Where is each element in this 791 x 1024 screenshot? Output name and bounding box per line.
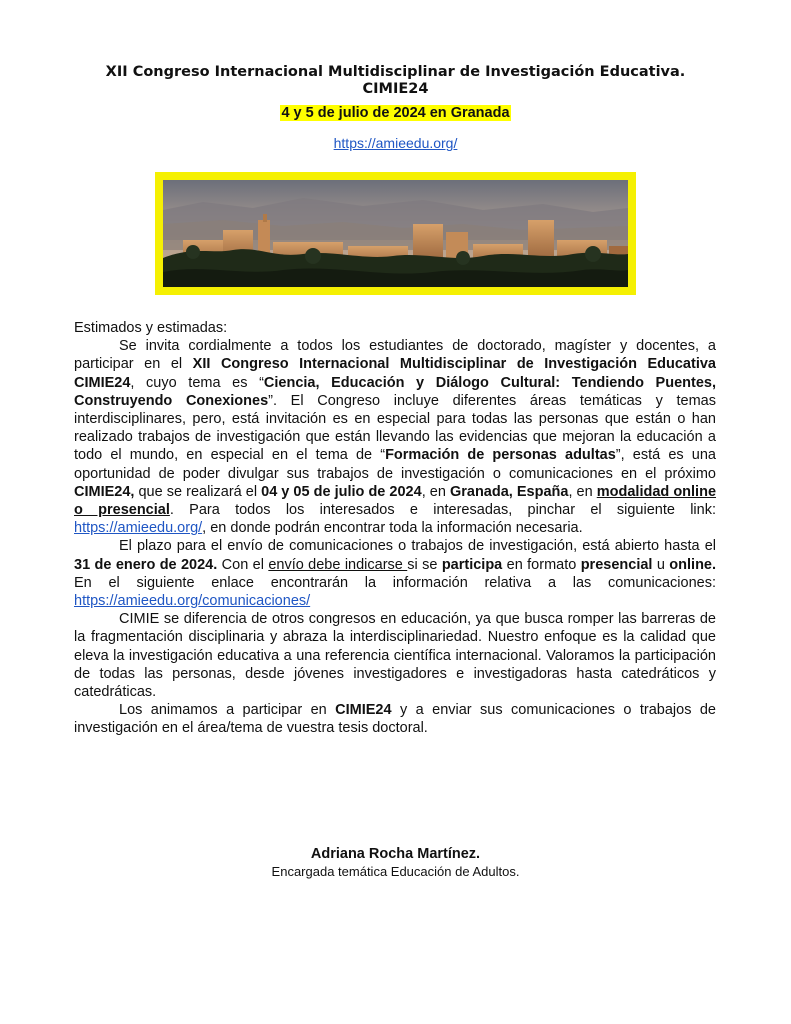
topic: Formación de personas adultas bbox=[385, 447, 616, 464]
website-link-inline[interactable]: https://amieedu.org/ bbox=[74, 520, 203, 537]
text-bold: presencial bbox=[580, 556, 653, 573]
underlined-text: envío debe indicarse bbox=[268, 556, 408, 573]
paragraph-about: CIMIE se diferencia de otros congresos en educación, ya que busca romper las barreras de la fragmentación disciplinaria y abraza la interdisciplinariedad. Nuestro enfoque es la calidad que eleva la investigación educativa a una referencia científica internacional. Valoramos la participación de todas las personas, desde jóvenes investigadores e investigadoras hasta catedráticos y catedráticas. bbox=[74, 611, 716, 701]
text: u bbox=[652, 556, 670, 573]
text: ”, está es una oportunidad de poder divulgar sus trabajos de investigación o comunicaciones en el próximo bbox=[74, 447, 716, 482]
congress-title: XII Congreso Internacional Multidisciplinar de Investigación Educativa. bbox=[105, 64, 686, 80]
greeting: Estimados y estimadas: bbox=[74, 320, 228, 336]
event-mode: modalidad online o presencial bbox=[74, 483, 717, 519]
website-link[interactable]: https://amieedu.org/ bbox=[333, 135, 458, 151]
text: El plazo para el envío de comunicaciones o trabajos de investigación, está abierto hasta el bbox=[119, 538, 716, 555]
text: Los animamos a participar en bbox=[119, 702, 336, 719]
alhambra-photo bbox=[155, 172, 636, 295]
signature-role: Encargada temática Educación de Adultos. bbox=[271, 864, 520, 879]
text-bold: participa bbox=[441, 556, 503, 573]
text: En el siguiente enlace encontrarán la información relativa a las comunicaciones: bbox=[74, 574, 716, 591]
acronym: CIMIE24, bbox=[74, 483, 135, 500]
text: ”. El Congreso incluye diferentes áreas temáticas y temas interdisciplinares, pero, está invitación es en especial para todas las personas que están o han realizado trabajos de investigación que están llevando las evidencias que mejoran la educación a todo el mundo, en especial en el tema de “ bbox=[74, 392, 716, 464]
paragraph-deadline bbox=[74, 537, 716, 610]
text: , en bbox=[421, 483, 450, 500]
event-dates: 04 y 05 de julio de 2024 bbox=[261, 483, 422, 500]
text: que se realizará el bbox=[134, 483, 262, 500]
paragraph-invitation bbox=[74, 337, 716, 537]
paragraph-closing bbox=[74, 701, 716, 737]
communications-link[interactable]: https://amieedu.org/comunicaciones/ bbox=[74, 593, 311, 610]
alhambra-landscape-image bbox=[163, 180, 628, 287]
acronym: CIMIE24 bbox=[335, 702, 392, 719]
congress-theme: Ciencia, Educación y Diálogo Cultural: Tendiendo Puentes, Construyendo Conexiones bbox=[74, 374, 716, 409]
text: si se bbox=[407, 556, 442, 573]
congress-name: XII Congreso Internacional Multidisciplinar de Investigación Educativa CIMIE24 bbox=[74, 356, 716, 391]
text: Se invita cordialmente a todos los estudiantes de doctorado, magíster y docentes, a participar en el bbox=[74, 338, 716, 373]
dates-highlight: 4 y 5 de julio de 2024 en Granada bbox=[281, 105, 510, 121]
text: y a enviar sus comunicaciones o trabajos de investigación en el área/tema de vuestra tesis doctoral. bbox=[74, 702, 716, 737]
text-bold: online. bbox=[669, 556, 717, 573]
text: , en bbox=[568, 483, 597, 500]
text: , cuyo tema es “ bbox=[130, 374, 264, 391]
deadline: 31 de enero de 2024. bbox=[74, 556, 218, 573]
text: en formato bbox=[502, 556, 581, 573]
letter-body bbox=[74, 319, 716, 738]
text: , en donde podrán encontrar toda la información necesaria. bbox=[202, 520, 583, 537]
event-place: Granada, España bbox=[449, 483, 569, 500]
congress-acronym: CIMIE24 bbox=[362, 81, 429, 97]
dates-line bbox=[0, 104, 791, 122]
text: Con el bbox=[217, 556, 269, 573]
signature-name: Adriana Rocha Martínez. bbox=[310, 846, 481, 862]
text: . Para todos los interesados e interesadas, pinchar el siguiente link: bbox=[169, 502, 717, 519]
